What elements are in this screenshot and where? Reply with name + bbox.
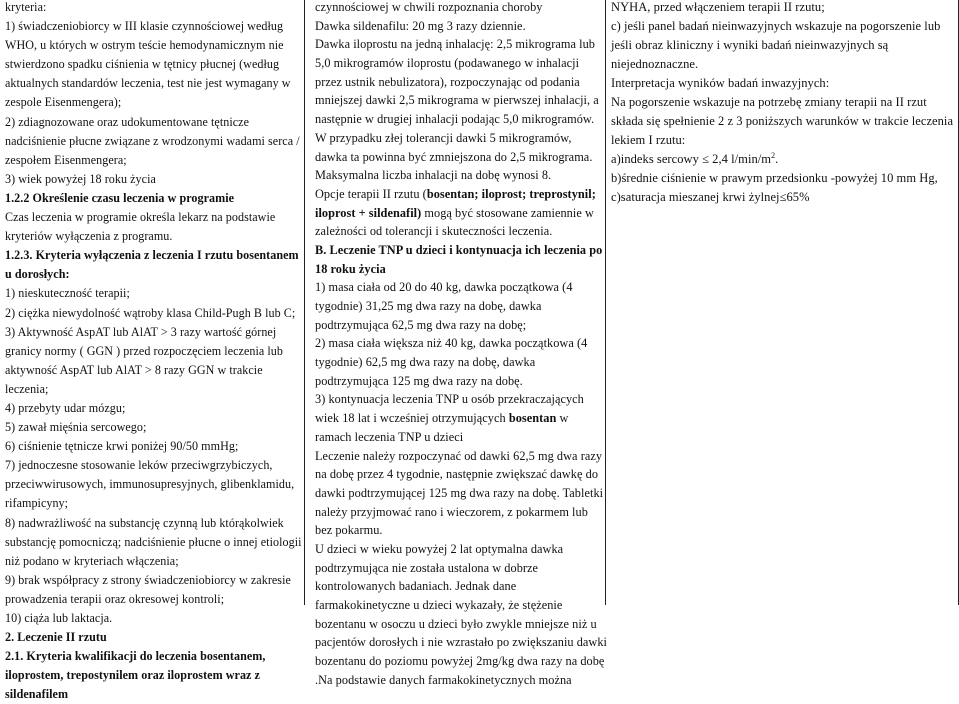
text-line: podtrzymująca 62,5 mg dwa razy na dobę; (315, 317, 527, 332)
text-line: 10) ciąża lub laktacja. (5, 611, 113, 625)
text-line: kryteriów wyłączenia z programu. (5, 229, 173, 244)
bold-run: iloprost + sildenafil) (315, 205, 422, 220)
text-line: niejednoznaczne. (611, 57, 699, 71)
text-line: jeśli obraz kliniczny i wyniki badań nieinwazyjnych są (611, 38, 889, 52)
text-line: c) jeśli panel badań nieinwazyjnych wskazuje na pogorszenie lub (611, 19, 941, 33)
text-line: Interpretacja wyników badań inwazyjnych: (611, 76, 830, 90)
text-line: bez pokarmu. (315, 523, 383, 538)
text-line: 7) jednoczesne stosowanie leków przeciwgrzybiczych, (5, 458, 273, 473)
text-line: przeciwwirusowych, immunosupresyjnych, glibenklamidu, (5, 477, 295, 492)
text-line: prowadzenia terapii oraz okresowej kontroli; (5, 591, 225, 606)
text-line: Dawka iloprostu na jedną inhalację: 2,5 mikrograma lub (315, 37, 595, 52)
text-line (611, 150, 958, 169)
text-line: 2) ciężka niewydolność wątroby klasa Child-Pugh B lub C; (5, 305, 296, 320)
text-line: należy przyjmować rano i wieczorem, z pokarmem lub (315, 504, 588, 519)
text-line: tygodnie) 62,5 mg dwa razy na dobę, dawka (315, 355, 536, 370)
text-line: przez ustnik nebulizatora), rozpoczynając od podania (315, 74, 580, 89)
text-line: u dorosłych: (5, 267, 70, 282)
text-line: mniejszej dawki 2,5 mikrograma w pierwszej inhalacji, a (315, 93, 599, 108)
text-line: dawka ta powinna być zmniejszona do 2,5 mikrograma. (315, 149, 593, 164)
text-line: 3) Aktywność AspAT lub AlAT > 3 razy wartość górnej (5, 324, 277, 339)
text-line: czynnościowej w chwili rozpoznania choroby (315, 0, 543, 14)
column-eligibility-criteria (0, 0, 305, 702)
text-line: kontrolowanych badaniach. Jednak dane (315, 579, 517, 594)
text-line: zespole Eisenmengera); (5, 95, 122, 110)
text-line: Leczenie należy rozpoczynać od dawki 62,5 mg dwa razy (315, 448, 603, 463)
text-line: 18 roku życia (315, 261, 386, 276)
text-line: podtrzymująca nie została ustalona w dobrze (315, 560, 539, 575)
text-line: nadciśnienie płucne związane z wrodzonymi wadami serca / (5, 133, 300, 148)
text-line: tygodnie) 31,25 mg dwa razy na dobę, dawka (315, 299, 542, 313)
text-run: w (556, 411, 569, 426)
text-line: 4) przebyty udar mózgu; (5, 400, 126, 415)
text-line: rifampicyny; (5, 496, 69, 511)
bold-run: bosentan (508, 411, 557, 426)
text-run: wiek 18 lat i wcześniej otrzymujących (315, 411, 509, 426)
text-line: Na pogorszenie wskazuje na potrzebę zmiany terapii na II rzut (611, 95, 927, 109)
text-line: 1) nieskuteczność terapii; (5, 286, 130, 301)
text-line (315, 409, 605, 428)
text-line: NYHA, przed włączeniem terapii II rzutu; (611, 0, 825, 14)
text-run: a)indeks sercowy ≤ 2,4 l/min/m (611, 152, 772, 166)
text-line: 9) brak współpracy z strony świadczeniobiorcy w zakresie (5, 572, 291, 587)
text-line: zespołem Eisenmengera; (5, 152, 127, 167)
text-line: bozentanu do poziomu powyżej 2mg/kg dwa razy na dobę (315, 654, 605, 669)
text-line: 1.2.3. Kryteria wyłączenia z leczenia I rzutu bosentanem (5, 248, 299, 263)
text-line: zależności od tolerancji i skuteczności leczenia. (315, 224, 553, 239)
text-line: c)saturacja mieszanej krwi żylnej≤65% (611, 190, 810, 204)
text-line: W przypadku złej tolerancji dawki 5 mikrogramów, (315, 130, 572, 145)
text-line: 6) ciśnienie tętnicze krwi poniżej 90/50 mmHg; (5, 439, 239, 454)
text-line: .Na podstawie danych farmakokinetycznych można (315, 672, 572, 687)
superscript: 2 (771, 150, 776, 160)
text-line: leczenia; (5, 381, 49, 396)
text-run: . (775, 152, 779, 166)
text-line: WHO, u których w ostrym teście hemodynamicznym nie (5, 38, 284, 53)
text-line: granicy normy ( GGN ) przed rozpoczęciem leczenia lub (5, 343, 283, 358)
text-line: 3) wiek powyżej 18 roku życia (5, 171, 156, 186)
text-line: 5,0 mikrogramów iloprostu (podawanego w inhalacji (315, 56, 580, 71)
text-line: 8) nadwrażliwość na substancję czynną lub którąkolwiek (5, 515, 284, 530)
text-line: 2. Leczenie II rzutu (5, 630, 107, 645)
column-monitoring (606, 0, 959, 605)
text-line: 1) świadczeniobiorcy w III klasie czynnościowej według (5, 19, 284, 34)
text-line: aktualnych standardów leczenia, test nie jest wymagany w (5, 76, 291, 91)
text-line: 2.1. Kryteria kwalifikacji do leczenia bosentanem, (5, 649, 266, 664)
text-line: aktywność AspAT lub AlAT > 8 razy GGN w trakcie (5, 362, 263, 377)
text-line: stwierdzono spadku ciśnienia w tętnicy płucnej (według (5, 57, 280, 72)
text-line: podtrzymująca 125 mg dwa razy na dobę. (315, 373, 523, 388)
text-line: kryteria: (5, 0, 47, 14)
text-run: mogą być stosowane zamiennie w (421, 205, 594, 220)
text-line: Maksymalna liczba inhalacji na dobę wynosi 8. (315, 168, 552, 183)
text-line: sildenafilem (5, 687, 69, 702)
text-line: 3) kontynuacja leczenia TNP u osób przekraczających (315, 392, 584, 407)
text-line: 1.2.2 Określenie czasu leczenia w programie (5, 190, 235, 205)
text-line: 5) zawał mięśnia sercowego; (5, 420, 147, 435)
text-line: 1) masa ciała od 20 do 40 kg, dawka początkowa (4 (315, 280, 573, 295)
text-line: Czas leczenia w programie określa lekarz na podstawie (5, 210, 276, 225)
text-line: Dawka sildenafilu: 20 mg 3 razy dziennie. (315, 18, 526, 33)
text-line: dawki podtrzymującej 125 mg dwa razy na dobę. Tabletki (315, 485, 604, 500)
text-line: b)średnie ciśnienie w prawym przedsionku -powyżej 10 mm Hg, (611, 171, 938, 185)
bold-run: bosentan; iloprost; treprostynil; (426, 186, 596, 201)
text-line: ramach leczenia TNP u dzieci (315, 429, 464, 444)
text-line: U dzieci w wieku powyżej 2 lat optymalna dawka (315, 541, 564, 556)
text-line: na dobę przez 4 tygodnie, następnie zwiększać dawkę do (315, 467, 599, 482)
text-line: lekiem I rzutu: (611, 133, 686, 147)
text-line: farmakokinetyczne u dzieci wykazały, że stężenie (315, 598, 563, 612)
text-line: iloprostem, trepostynilem oraz iloprostem wraz z (5, 668, 260, 683)
text-line: niż podano w kryteriach włączenia; (5, 553, 179, 568)
text-line: pacjentów dorosłych i nie wzrastało po zwiększaniu dawki (315, 635, 608, 650)
text-line: bozentanu w osoczu u dzieci było zwykle mniejsze niż u (315, 616, 597, 631)
text-line: następnie w drugiej inhalacji podając 5,0 mikrogramów. (315, 112, 595, 127)
text-line: 2) masa ciała większa niż 40 kg, dawka początkowa (4 (315, 336, 588, 351)
text-line (315, 204, 605, 223)
text-line: B. Leczenie TNP u dzieci i kontynuacja ich leczenia po (315, 242, 603, 257)
text-line: 2) zdiagnozowane oraz udokumentowane tętnicze (5, 114, 250, 129)
text-line: substancję pomocniczą; nadciśnienie płucne o innej etiologii (5, 534, 302, 549)
text-line: składa się spełnienie 2 z 3 poniższych warunków w trakcie leczenia (611, 114, 954, 128)
text-run: Opcje terapii II rzutu ( (315, 186, 427, 201)
text-line (315, 185, 605, 204)
column-dosage (305, 0, 608, 687)
